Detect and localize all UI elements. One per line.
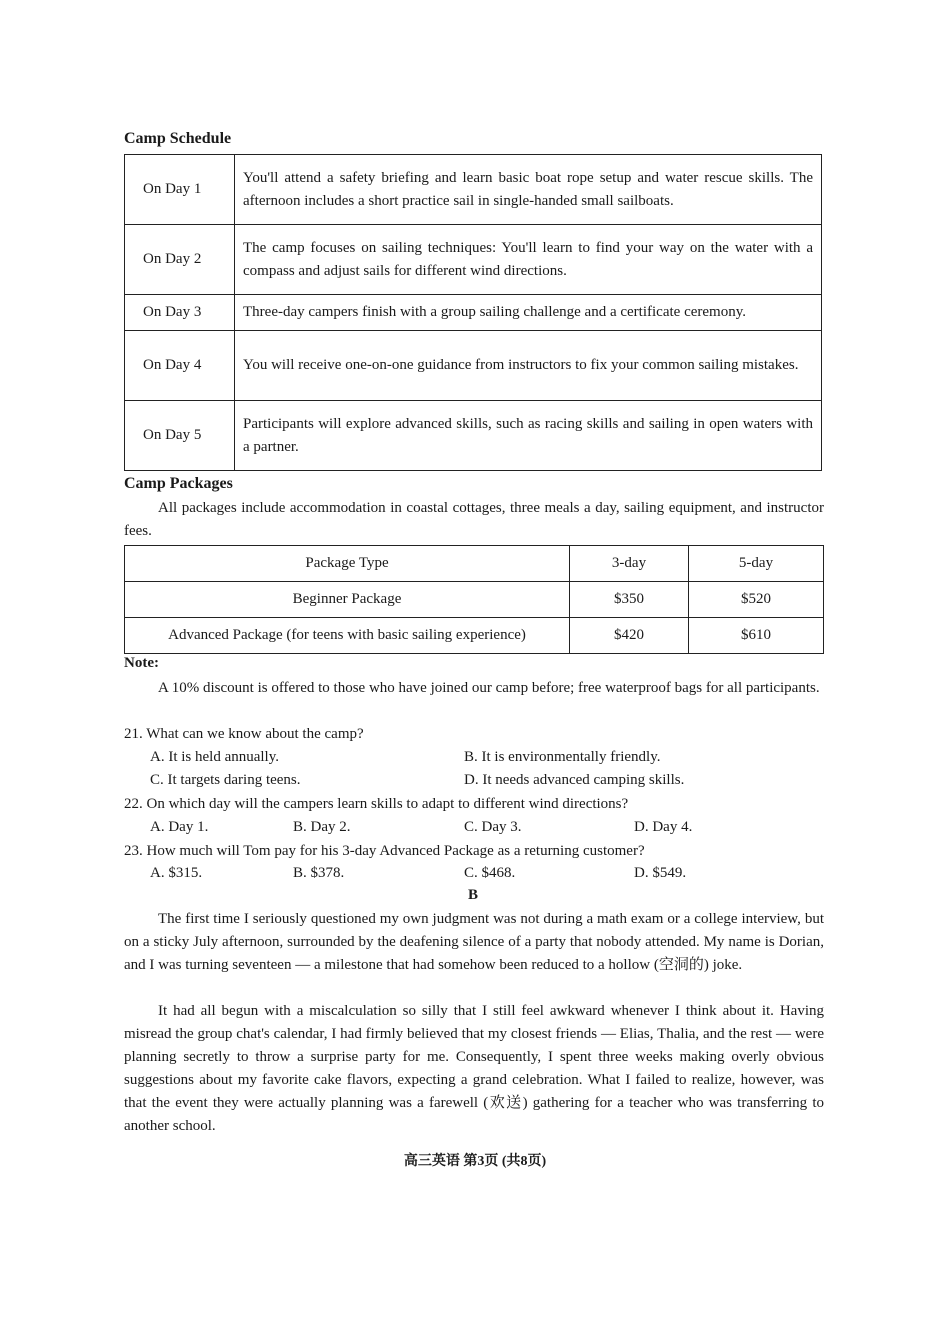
schedule-day: On Day 4 (125, 331, 235, 401)
question-option: B. It is environmentally friendly. (464, 749, 661, 765)
question-option: B. $378. (293, 865, 345, 881)
schedule-day: On Day 3 (125, 295, 235, 331)
schedule-desc: Three-day campers finish with a group sailing challenge and a certificate ceremony. (235, 295, 822, 331)
table-cell: $420 (570, 618, 689, 654)
question-option: A. It is held annually. (150, 749, 280, 765)
question-stem: 21. What can we know about the camp? (124, 726, 364, 742)
table-header-cell: 5-day (689, 546, 824, 582)
question-option: D. Day 4. (634, 819, 693, 835)
table-cell: Advanced Package (for teens with basic sailing experience) (125, 618, 570, 654)
table-header-cell: Package Type (125, 546, 570, 582)
passage-paragraph: It had all begun with a miscalculation so silly that I still feel awkward whenever I think about it. Having misread the group chat's calendar, I had firmly believed that my closest friends — Elias, Thalia, and the rest — were planning secretly to throw a surprise party for me. Consequently, I spent three weeks making overly obvious suggestions about my favorite cake flavors, expecting a grand celebration. What I failed to realize, however, was that the event they were actually planning was a farewell (欢送) gathering for a teacher who was transferring to another school. (124, 1003, 824, 1134)
packages-intro: All packages include accommodation in coastal cottages, three meals a day, sailing equipment, and instructor fees. (124, 500, 824, 539)
note-text: A 10% discount is offered to those who have joined our camp before; free waterproof bags for all participants. (158, 680, 820, 696)
schedule-desc: Participants will explore advanced skills, such as racing skills and sailing in open waters with a partner. (235, 401, 822, 471)
table-cell: Beginner Package (125, 582, 570, 618)
question-option: C. $468. (464, 865, 516, 881)
passage-paragraph: The first time I seriously questioned my own judgment was not during a math exam or a college interview, but on a sticky July afternoon, surrounded by the deafening silence of a party that nobody attended. My name is Dorian, and I was turning seventeen — a milestone that had somehow been reduced to a hollow (空洞的) joke. (124, 911, 824, 973)
table-row (125, 582, 824, 618)
question-option: D. $549. (634, 865, 687, 881)
schedule-desc: You'll attend a safety briefing and learn basic boat rope setup and water rescue skills. The afternoon includes a short practice sail in single-handed small sailboats. (235, 155, 822, 225)
schedule-day: On Day 5 (125, 401, 235, 471)
question-stem: 23. How much will Tom pay for his 3-day Advanced Package as a returning customer? (124, 843, 645, 859)
question-option: A. $315. (150, 865, 203, 881)
schedule-desc: You will receive one-on-one guidance from instructors to fix your common sailing mistakes. (235, 331, 822, 401)
note-label: Note: (124, 655, 159, 671)
schedule-day: On Day 1 (125, 155, 235, 225)
section-label: B (468, 887, 479, 903)
question-option: C. It targets daring teens. (150, 772, 301, 788)
table-cell: $610 (689, 618, 824, 654)
page-footer: 高三英语 第3页 (共8页) (403, 1154, 547, 1169)
question-option: D. It needs advanced camping skills. (464, 772, 685, 788)
schedule-desc: The camp focuses on sailing techniques: You'll learn to find your way on the water with a compass and adjust sails for different wind directions. (235, 225, 822, 295)
table-row (125, 155, 822, 225)
schedule-heading: Camp Schedule (124, 130, 232, 147)
packages-table (124, 545, 824, 654)
table-header-cell: 3-day (570, 546, 689, 582)
packages-heading: Camp Packages (124, 475, 233, 492)
table-cell: $520 (689, 582, 824, 618)
schedule-table (124, 154, 822, 471)
table-row (125, 618, 824, 654)
question-option: C. Day 3. (464, 819, 522, 835)
question-option: B. Day 2. (293, 819, 351, 835)
table-row (125, 401, 822, 471)
schedule-day: On Day 2 (125, 225, 235, 295)
table-row (125, 546, 824, 582)
question-stem: 22. On which day will the campers learn skills to adapt to different wind directions? (124, 796, 629, 812)
table-cell: $350 (570, 582, 689, 618)
table-row (125, 225, 822, 295)
table-row (125, 331, 822, 401)
question-option: A. Day 1. (150, 819, 209, 835)
table-row (125, 295, 822, 331)
